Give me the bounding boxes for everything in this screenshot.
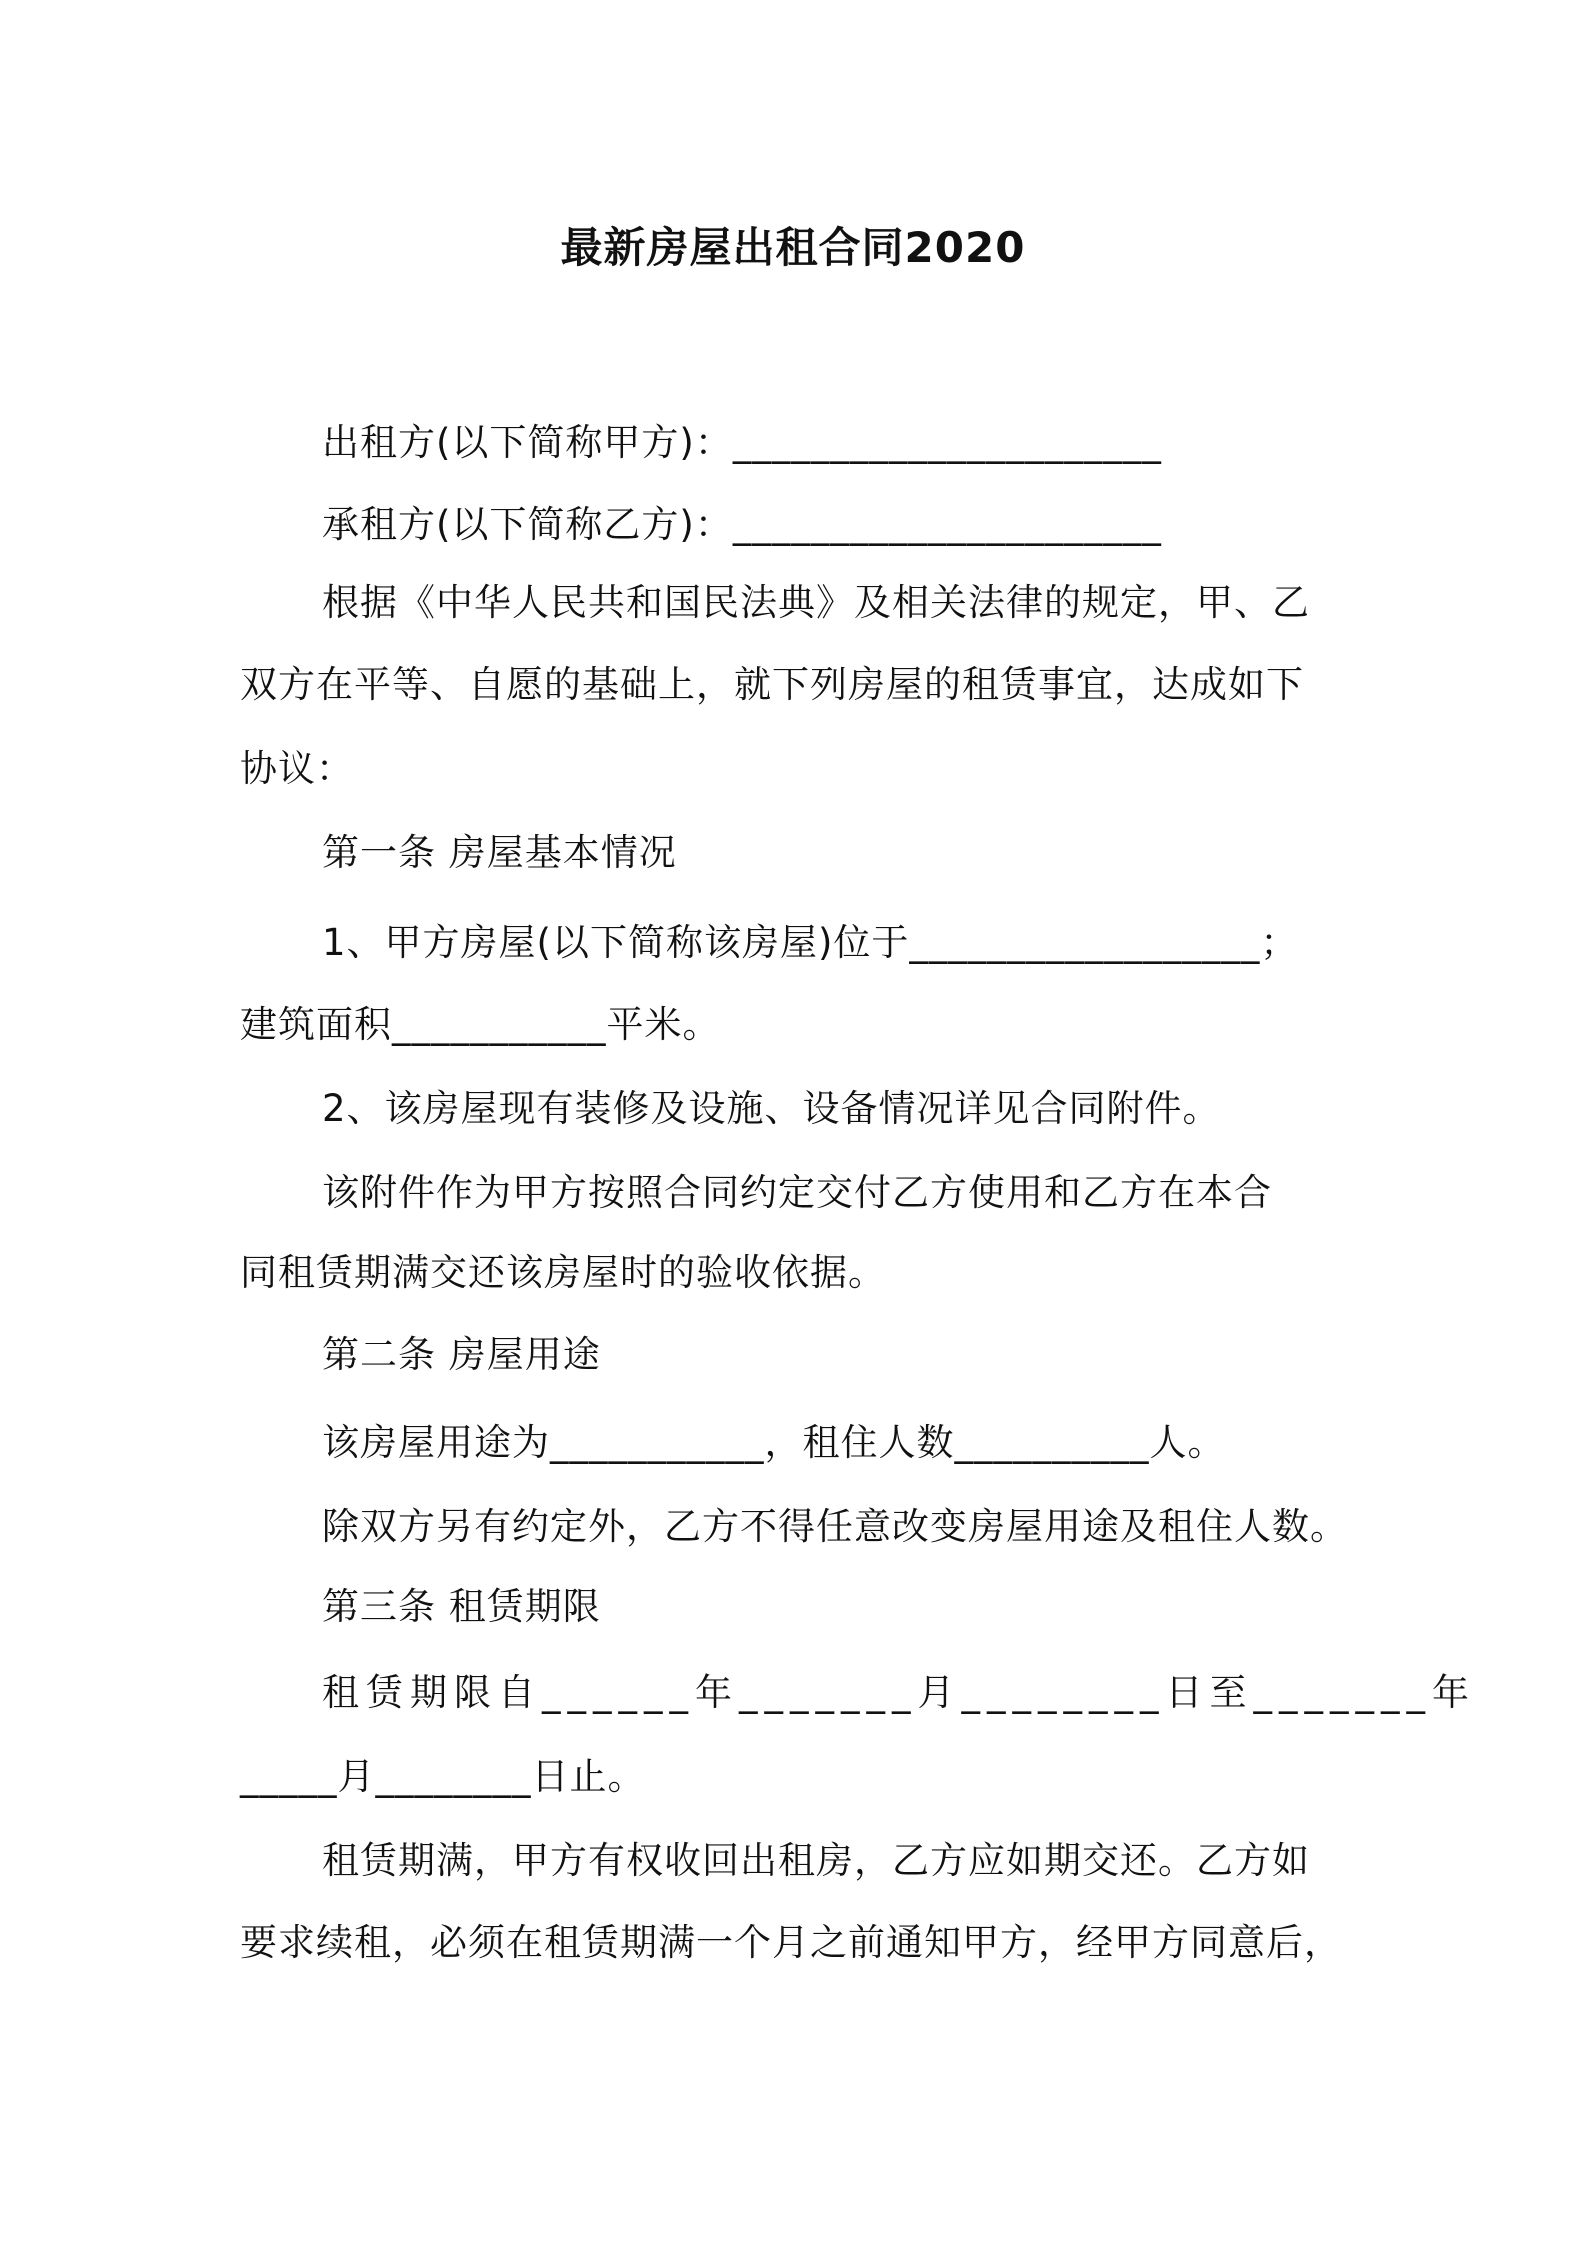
attachment-line-1: 该附件作为甲方按照合同约定交付乙方使用和乙方在本合 — [322, 1171, 1272, 1214]
article-3-term-line-2: _____月________日止。 — [240, 1755, 646, 1798]
article-3-renewal-line-1: 租赁期满，甲方有权收回出租房，乙方应如期交还。乙方如 — [322, 1839, 1310, 1882]
article-3-heading: 第三条 租赁期限 — [322, 1585, 601, 1628]
attachment-line-2: 同租赁期满交还该房屋时的验收依据。 — [240, 1251, 886, 1294]
preamble-line-1: 根据《中华人民共和国民法典》及相关法律的规定，甲、乙 — [322, 581, 1310, 624]
preamble-line-2: 双方在平等、自愿的基础上，就下列房屋的租赁事宜，达成如下 — [240, 663, 1304, 706]
article-1-item-2: 2、该房屋现有装修及设施、设备情况详见合同附件。 — [322, 1087, 1221, 1130]
preamble-line-3: 协议： — [240, 747, 354, 790]
article-1-item-1-line-2: 建筑面积___________平米。 — [240, 1003, 721, 1046]
article-1-heading: 第一条 房屋基本情况 — [322, 831, 677, 874]
lessor-line: 出租方(以下简称甲方)：______________________ — [322, 421, 1162, 464]
article-2-usage: 该房屋用途为___________，租住人数__________人。 — [322, 1421, 1226, 1464]
article-3-renewal-line-2: 要求续租，必须在租赁期满一个月之前通知甲方，经甲方同意后， — [240, 1921, 1342, 1964]
lessee-line: 承租方(以下简称乙方)：______________________ — [322, 503, 1162, 546]
document-title: 最新房屋出租合同2020 — [560, 223, 1026, 272]
article-2-restriction: 除双方另有约定外，乙方不得任意改变房屋用途及租住人数。 — [322, 1505, 1348, 1548]
article-1-item-1-line-1: 1、甲方房屋(以下简称该房屋)位于__________________； — [322, 921, 1299, 964]
article-2-heading: 第二条 房屋用途 — [322, 1333, 601, 1376]
article-3-term-line-1: 租赁期限自______年_______月________日至_______年 — [322, 1671, 1476, 1714]
